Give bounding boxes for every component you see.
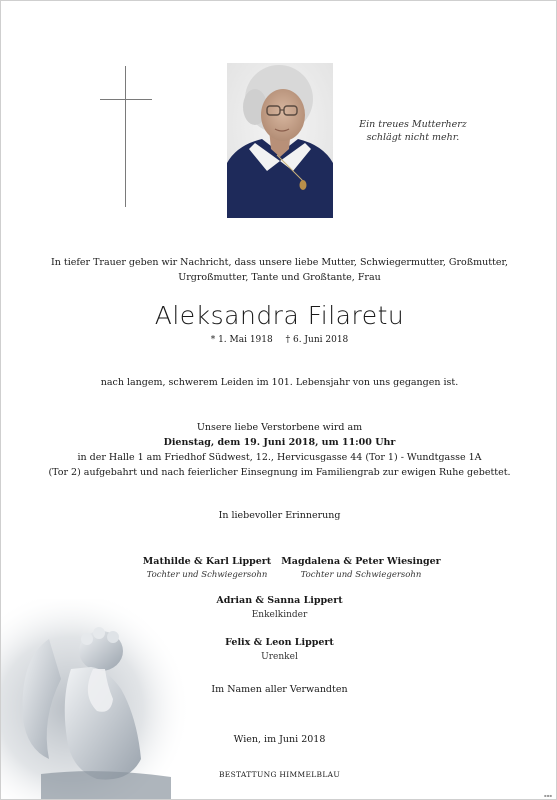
death-date: † 6. Juni 2018 — [285, 335, 349, 345]
life-dates — [1, 335, 557, 345]
place-date: Wien, im Juni 2018 — [233, 734, 326, 745]
birth-date: * 1. Mai 1918 — [210, 335, 273, 345]
funeral-home: BESTATTUNG HIMMELBLAU — [219, 770, 340, 779]
mourner-names: Mathilde & Karl Lippert — [142, 556, 272, 567]
funeral-line-4: (Tor 2) aufgebahrt und nach feierlicher Einsegnung im Familiengrab zur ewigen Ruhe gebettet. — [48, 467, 511, 478]
intro-line-1: In tiefer Trauer geben wir Nachricht, dass unsere liebe Mutter, Schwiegermutter, Großmutter, — [51, 257, 508, 268]
deceased-name: Aleksandra Filaretu — [154, 301, 405, 330]
mourner-pair-right — [281, 555, 441, 582]
mourner-relation: Urenkel — [261, 652, 298, 662]
mourner-names: Magdalena & Peter Wiesinger — [281, 556, 441, 567]
portrait-illustration — [227, 63, 333, 218]
funeral-date-time: Dienstag, dem 19. Juni 2018, um 11:00 Uhr — [163, 437, 396, 448]
mourner-names: Adrian & Sanna Lippert — [216, 595, 343, 606]
cross-horizontal-bar — [100, 99, 152, 100]
mourner-pair-left — [127, 555, 287, 582]
relatives-line: Im Namen aller Verwandten — [211, 684, 348, 695]
intro-line-2: Urgroßmutter, Tante und Großtante, Frau — [178, 272, 381, 283]
mourner-names: Felix & Leon Lippert — [225, 637, 334, 648]
motto-quote — [353, 118, 473, 144]
watermark-mark: ▪▪▪ — [543, 793, 552, 798]
passing-statement: nach langem, schwerem Leiden im 101. Lebensjahr von uns gegangen ist. — [100, 377, 459, 388]
funeral-line-1: Unsere liebe Verstorbene wird am — [196, 422, 363, 433]
angel-statue-image — [1, 599, 201, 799]
motto-line-1: Ein treues Mutterherz — [359, 119, 467, 130]
intro-text — [1, 255, 557, 285]
mourner-relation: Enkelkinder — [251, 610, 308, 620]
cross-vertical-bar — [125, 66, 126, 207]
mourner-relation: Tochter und Schwiegersohn — [146, 570, 268, 580]
funeral-line-3: in der Halle 1 am Friedhof Südwest, 12., Hervicusgasse 44 (Tor 1) - Wundtgasse 1A — [77, 452, 482, 463]
funeral-details — [1, 420, 557, 480]
remembrance-line: In liebevoller Erinnerung — [218, 510, 341, 521]
mourner-relation: Tochter und Schwiegersohn — [300, 570, 422, 580]
motto-line-2: schlägt nicht mehr. — [366, 132, 460, 143]
portrait-photo — [227, 63, 333, 218]
angel-icon — [1, 599, 201, 799]
